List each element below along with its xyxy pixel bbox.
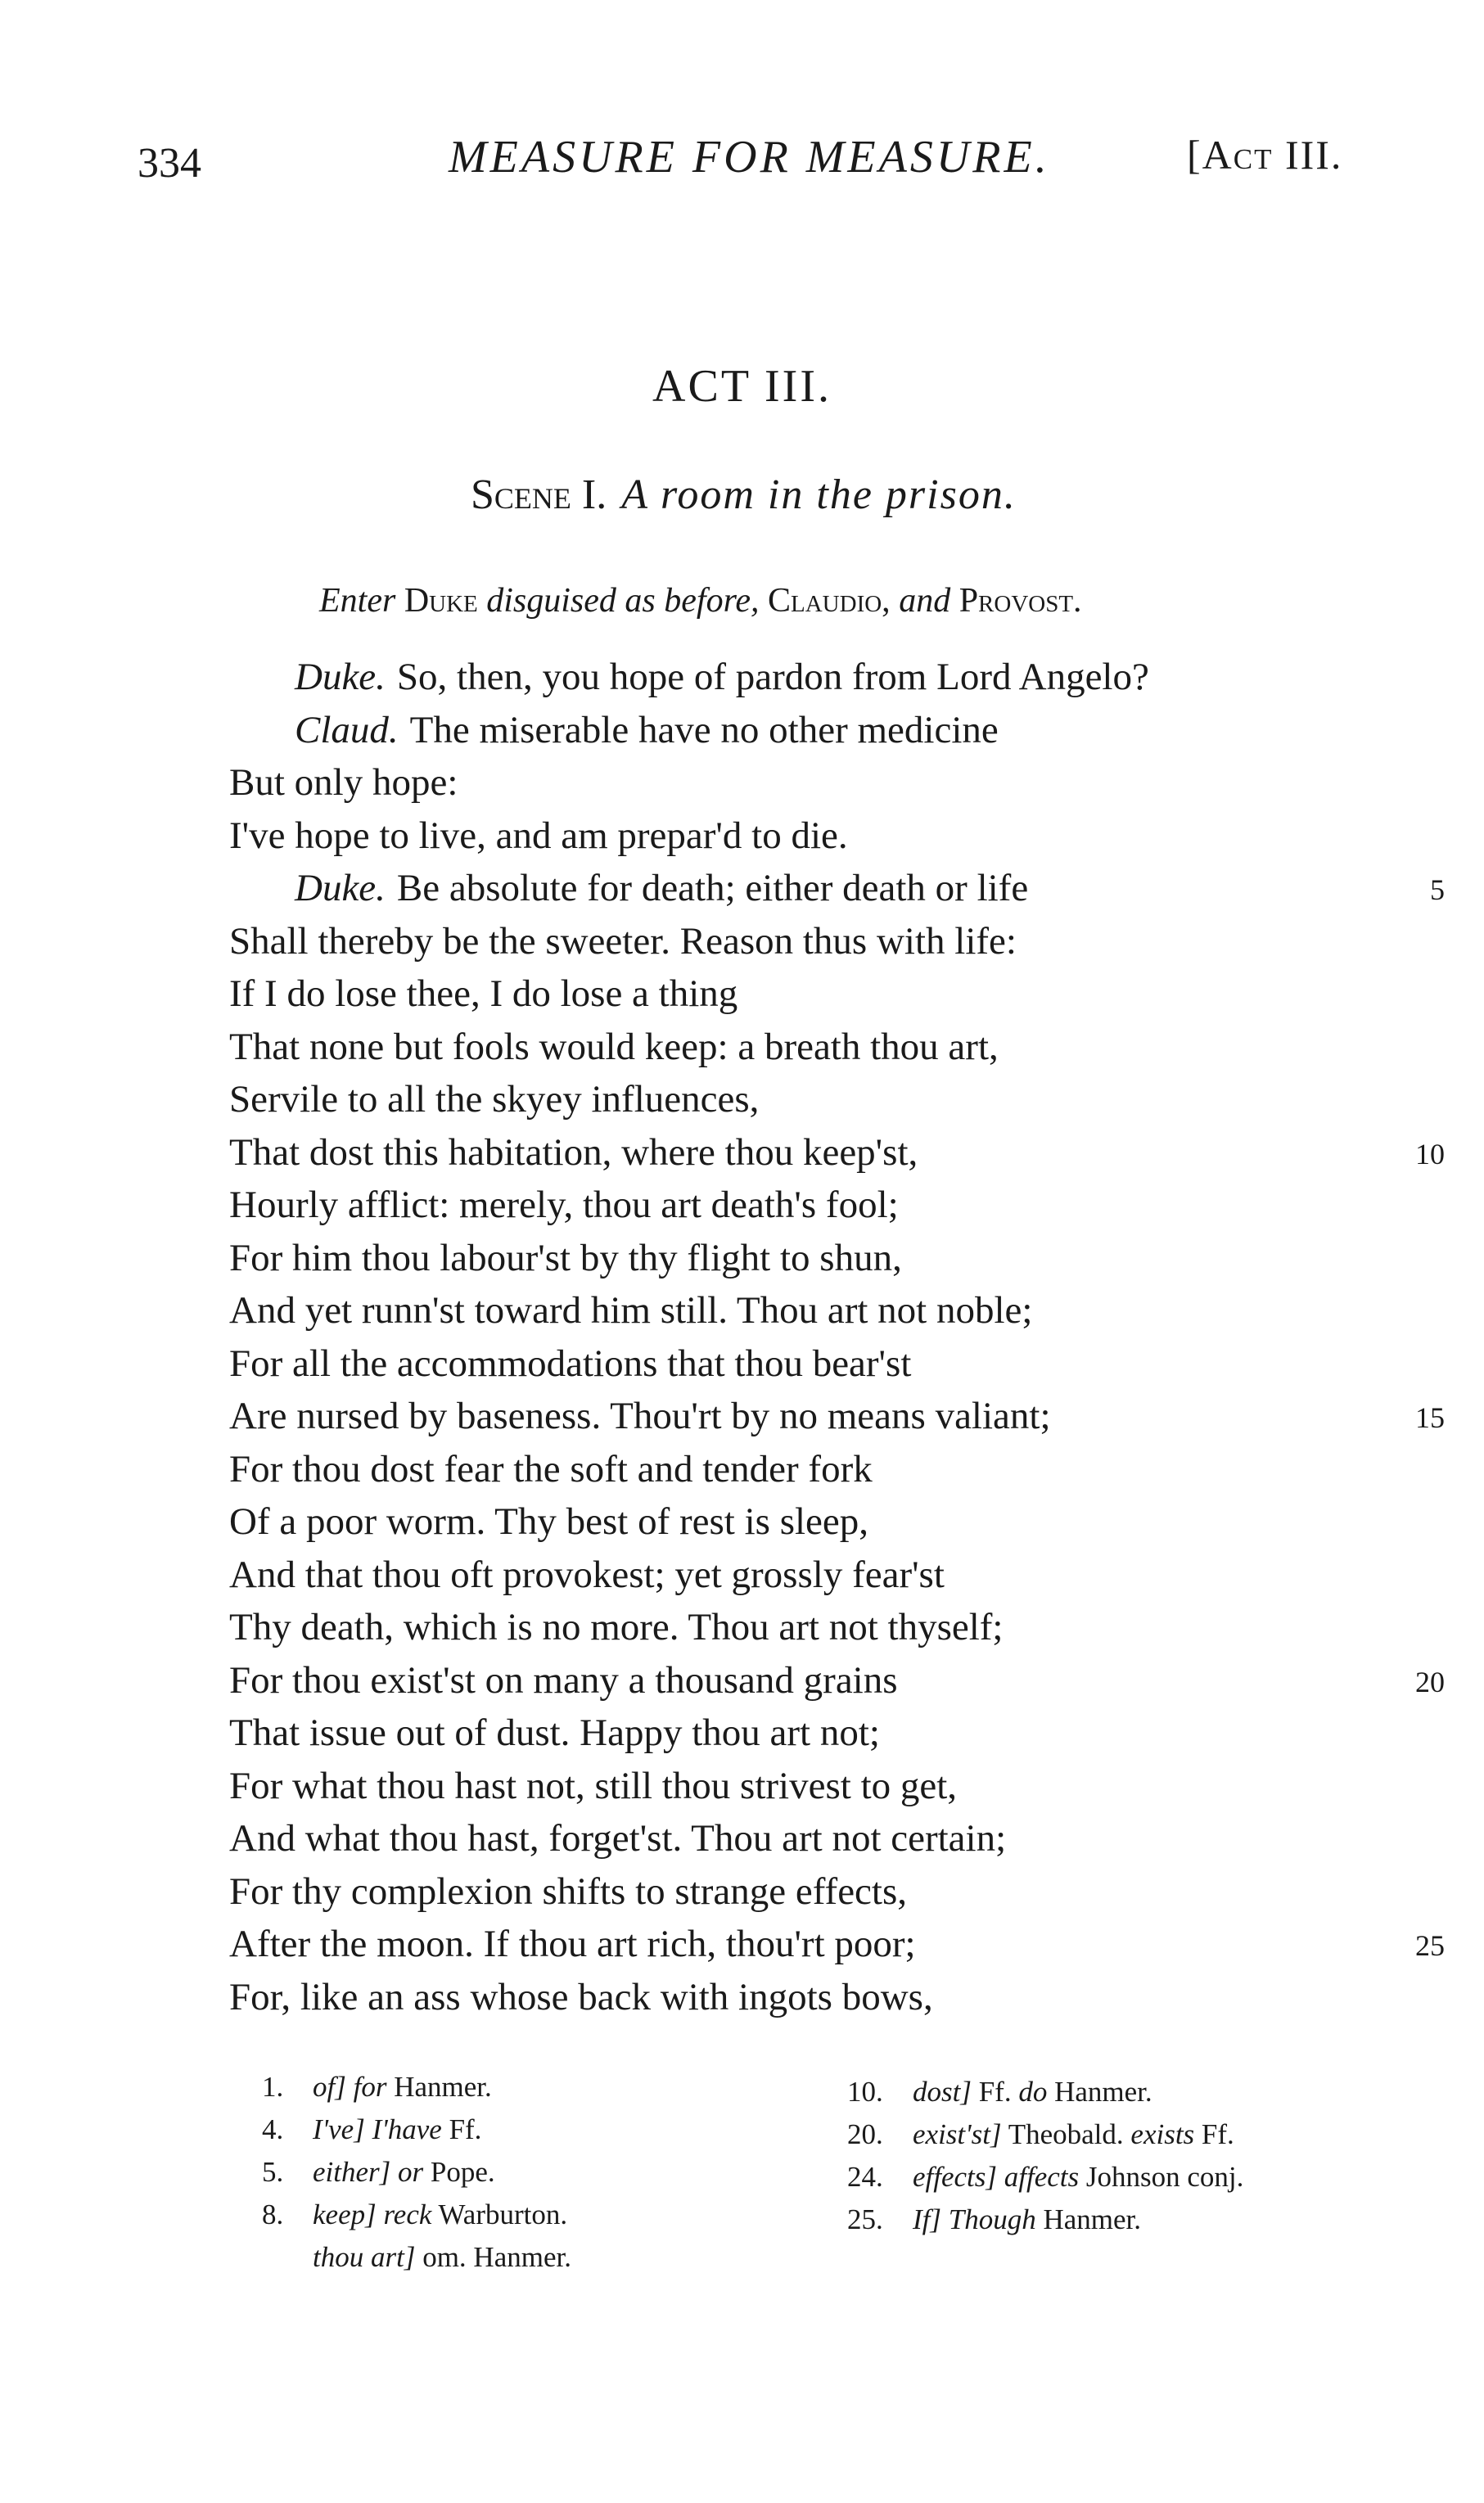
verse-text: That dost this habitation, where thou keep'st,	[229, 1131, 918, 1174]
verse-line	[229, 1183, 899, 1227]
line-number: 15	[1415, 1401, 1445, 1434]
running-title: MEASURE FOR MEASURE.	[449, 132, 1050, 183]
verse-text: And yet runn'st toward him still. Thou art not noble;	[229, 1289, 1033, 1332]
footnote-right-4: 25. If] Though Hanmer.	[847, 2203, 1142, 2235]
footnote-right-1: 10. dost] Ff. do Hanmer.	[847, 2076, 1152, 2108]
verse-text: For thy complexion shifts to strange effects,	[229, 1870, 908, 1913]
verse-line	[229, 1869, 907, 1914]
verse-line	[229, 1288, 1032, 1333]
entry-disguised: disguised as before,	[486, 582, 760, 620]
verse-line	[229, 1711, 880, 1755]
verse-line	[229, 1077, 759, 1121]
verse-line	[229, 1764, 957, 1808]
verse-line	[229, 1447, 873, 1491]
verse-text: Thy death, which is no more. Thou art not thyself;	[229, 1606, 1004, 1648]
verse-text: Of a poor worm. Thy best of rest is sleep,	[229, 1500, 869, 1543]
act-heading: ACT III.	[652, 361, 832, 412]
footnote-left-2: 4. I've] I'have Ff.	[262, 2113, 482, 2145]
verse-text: For thou dost fear the soft and tender fork	[229, 1448, 873, 1491]
footnote-left-3: 5. either] or Pope.	[262, 2156, 495, 2188]
verse-line	[229, 760, 458, 805]
verse-text: I've hope to live, and am prepar'd to die.	[229, 814, 848, 857]
entry-enter: Enter	[319, 582, 396, 620]
entry-provost: Provost.	[959, 582, 1082, 620]
verse-text: After the moon. If thou art rich, thou'rt poor;	[229, 1923, 916, 1965]
verse-line	[229, 1500, 868, 1544]
verse-line	[229, 1975, 933, 2019]
verse-text: That issue out of dust. Happy thou art not;	[229, 1712, 880, 1754]
verse-line	[295, 708, 999, 752]
footnote-left-1: 1. of] for Hanmer.	[262, 2071, 492, 2103]
verse-text: And that thou oft provokest; yet grossly fear'st	[229, 1554, 945, 1596]
footnote-left-5: thou art] om. Hanmer.	[313, 2241, 571, 2273]
line-number: 10	[1415, 1138, 1445, 1170]
verse-text: For what thou hast not, still thou strivest to get,	[229, 1765, 958, 1807]
scene-heading	[471, 471, 1017, 519]
entry-claudio: Claudio,	[768, 582, 891, 620]
verse-line	[229, 814, 848, 858]
verse-line	[229, 1342, 911, 1386]
line-number: 5	[1430, 873, 1445, 906]
verse-line	[295, 866, 1028, 910]
verse-text: For all the accommodations that thou bear'st	[229, 1342, 912, 1385]
verse-line	[229, 1130, 918, 1175]
page-number: 334	[138, 140, 201, 187]
verse-line	[229, 1816, 1006, 1860]
verse-text: Servile to all the skyey influences,	[229, 1078, 760, 1121]
verse-text: Are nursed by baseness. Thou'rt by no means valiant;	[229, 1395, 1051, 1437]
verse-text: Be absolute for death; either death or life	[396, 867, 1029, 909]
verse-line	[229, 1553, 945, 1597]
verse-text: The miserable have no other medicine	[409, 709, 999, 751]
speaker-name: Duke.	[295, 656, 386, 698]
verse-text: For thou exist'st on many a thousand grains	[229, 1659, 898, 1702]
verse-text: For him thou labour'st by thy flight to shun,	[229, 1237, 902, 1279]
scene-label: Scene I.	[471, 471, 607, 518]
verse-text: But only hope:	[229, 761, 458, 804]
speaker-name: Duke.	[295, 867, 386, 909]
verse-text: For, like an ass whose back with ingots bows,	[229, 1976, 933, 2018]
footnote-right-3: 24. effects] affects Johnson conj.	[847, 2161, 1244, 2193]
verse-text: Hourly afflict: merely, thou art death's fool;	[229, 1184, 899, 1226]
verse-line	[229, 972, 737, 1016]
verse-text: That none but fools would keep: a breath thou art,	[229, 1026, 999, 1068]
verse-line	[229, 1922, 916, 1966]
verse-line	[229, 1394, 1051, 1438]
entry-and: and	[899, 582, 951, 620]
verse-line	[229, 1025, 999, 1069]
verse-line	[229, 1658, 898, 1702]
verse-text: If I do lose thee, I do lose a thing	[229, 972, 738, 1015]
footnote-left-4: 8. keep] reck Warburton.	[262, 2199, 568, 2230]
line-number: 25	[1415, 1929, 1445, 1962]
speaker-name: Claud.	[295, 709, 399, 751]
verse-line	[229, 1605, 1004, 1649]
stage-direction	[319, 581, 1082, 620]
entry-duke: Duke	[404, 582, 478, 620]
verse-text: And what thou hast, forget'st. Thou art not certain;	[229, 1817, 1007, 1860]
scene-location: A room in the prison.	[621, 471, 1017, 518]
verse-line	[295, 655, 1149, 699]
verse-text: So, then, you hope of pardon from Lord Angelo?	[396, 656, 1149, 698]
verse-text: Shall thereby be the sweeter. Reason thus with life:	[229, 920, 1017, 963]
footnote-right-2: 20. exist'st] Theobald. exists Ff.	[847, 2118, 1234, 2150]
running-act: [Act III.	[1187, 132, 1343, 178]
verse-line	[229, 1236, 902, 1280]
line-number: 20	[1415, 1666, 1445, 1698]
verse-line	[229, 919, 1017, 963]
